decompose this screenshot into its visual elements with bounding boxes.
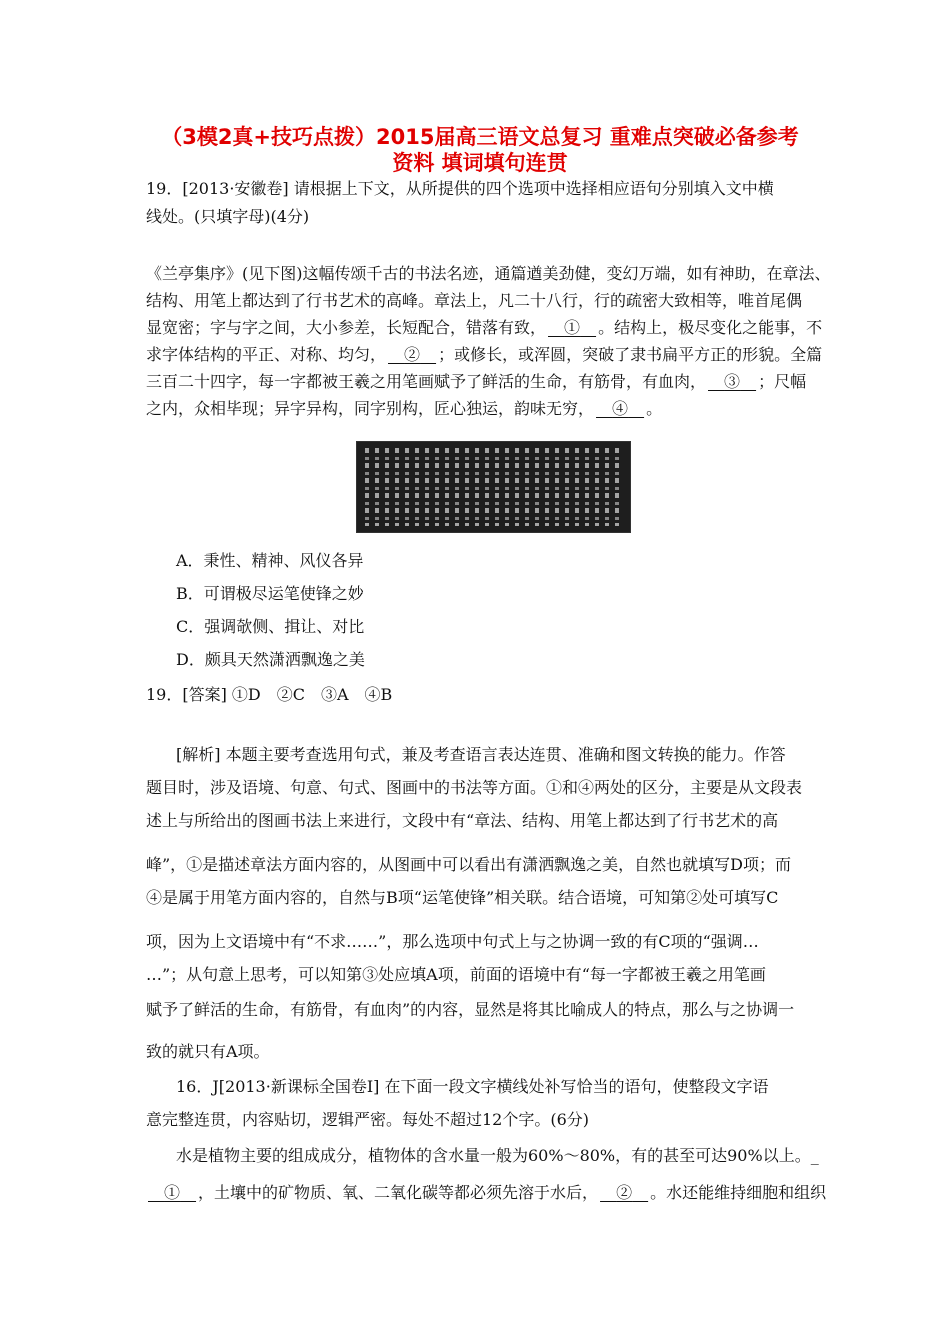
passage-text: 求字体结构的平正、对称、均匀， <box>146 345 387 364</box>
q19-passage-line-5 <box>146 372 806 392</box>
q19-passage-line-2: 结构、用笔上都达到了行书艺术的高峰。章法上，凡二十八行，行的疏密大致相等，唯首尾偶 <box>146 291 803 310</box>
option-c: C．强调欹侧、揖让、对比 <box>176 617 365 636</box>
blank-1: ① <box>564 318 581 337</box>
passage-text: ，土壤中的矿物质、氧、二氧化碳等都必须先溶于水后， <box>198 1183 599 1202</box>
q19-passage-line-1: 《兰亭集序》(见下图)这幅传颂千古的书法名迹，通篇遒美劲健，变幻万端，如有神助，在章法、 <box>146 264 831 283</box>
blank-2: ② <box>404 345 421 364</box>
passage-text: 之内，众相毕现；异字异构，同字别构，匠心独运，韵味无穷， <box>146 399 595 418</box>
option-d: D．颇具天然潇洒飘逸之美 <box>176 650 365 669</box>
passage-text: 三百二十四字，每一字都被王羲之用笔画赋予了鲜活的生命，有筋骨，有血肉， <box>146 372 707 391</box>
analysis-line-8: 赋予了鲜活的生命，有筋骨，有血肉”的内容，显然是将其比喻成人的特点，那么与之协调一 <box>146 1000 795 1019</box>
q19-prompt-line-1: 19．[2013·安徽卷] 请根据上下文，从所提供的四个选项中选择相应语句分别填入文中横 <box>146 179 774 198</box>
passage-text: 。结构上，极尽变化之能事，不 <box>598 318 823 337</box>
analysis-line-3: 述上与所给出的图画书法上来进行，文段中有“章法、结构、用笔上都达到了行书艺术的高 <box>146 811 779 830</box>
q16-prompt-line-2: 意完整连贯，内容贴切，逻辑严密。每处不超过12个字。(6分) <box>146 1110 590 1129</box>
q16-blank-1: ① <box>164 1183 181 1202</box>
document-title <box>120 124 840 176</box>
q19-passage-line-6 <box>146 399 662 419</box>
blank-4: ④ <box>612 399 629 418</box>
passage-text: 。水还能维持细胞和组织 <box>650 1183 827 1202</box>
q19-passage-line-4 <box>146 345 822 365</box>
analysis-line-7: …”；从句意上思考，可以知第③处应填A项，前面的语境中有“每一字都被王羲之用笔画 <box>146 965 766 984</box>
analysis-line-9: 致的就只有A项。 <box>146 1042 270 1061</box>
option-b: B．可谓极尽运笔使锋之妙 <box>176 584 364 603</box>
q16-blank-2: ② <box>616 1183 633 1202</box>
analysis-line-6: 项，因为上文语境中有“不求……”，那么选项中句式上与之协调一致的有C项的“强调… <box>146 932 759 951</box>
analysis-line-2: 题目时，涉及语境、句意、句式、图画中的书法等方面。①和④两处的区分，主要是从文段表 <box>146 778 803 797</box>
analysis-line-4: 峰”，①是描述章法方面内容的，从图画中可以看出有潇洒飘逸之美，自然也就填写D项；而 <box>146 855 792 874</box>
blank-3: ③ <box>724 372 741 391</box>
title-line-1: （3模2真+技巧点拨）2015届高三语文总复习 重难点突破必备参考 <box>161 125 799 149</box>
q19-answer: 19．[答案] ①D ②C ③A ④B <box>146 685 393 704</box>
q16-passage-line-1: 水是植物主要的组成成分，植物体的含水量一般为60%～80%，有的甚至可达90%以上。_ <box>176 1146 819 1165</box>
option-a: A．秉性、精神、风仪各异 <box>176 551 364 570</box>
q19-passage-line-3 <box>146 318 822 338</box>
q16-prompt-line-1: 16．J[2013·新课标全国卷Ⅰ] 在下面一段文字横线处补写恰当的语句，使整段文字语 <box>176 1077 769 1096</box>
passage-text: 显宽密；字与字之间，大小参差，长短配合，错落有致， <box>146 318 547 337</box>
title-line-2: 资料 填词填句连贯 <box>392 151 568 175</box>
lanting-calligraphy-image <box>356 441 631 533</box>
q19-prompt-line-2: 线处。(只填字母)(4分) <box>146 207 310 226</box>
passage-text: ；尺幅 <box>758 372 807 391</box>
q16-passage-line-2 <box>146 1183 826 1203</box>
passage-text: 。 <box>646 399 663 418</box>
analysis-line-1: [解析] 本题主要考查选用句式，兼及考查语言表达连贯、准确和图文转换的能力。作答 <box>176 745 786 764</box>
analysis-line-5: ④是属于用笔方面内容的，自然与B项“运笔使锋”相关联。结合语境，可知第②处可填写C <box>146 888 779 907</box>
passage-text: ；或修长，或浑圆，突破了隶书扁平方正的形貌。全篇 <box>438 345 823 364</box>
